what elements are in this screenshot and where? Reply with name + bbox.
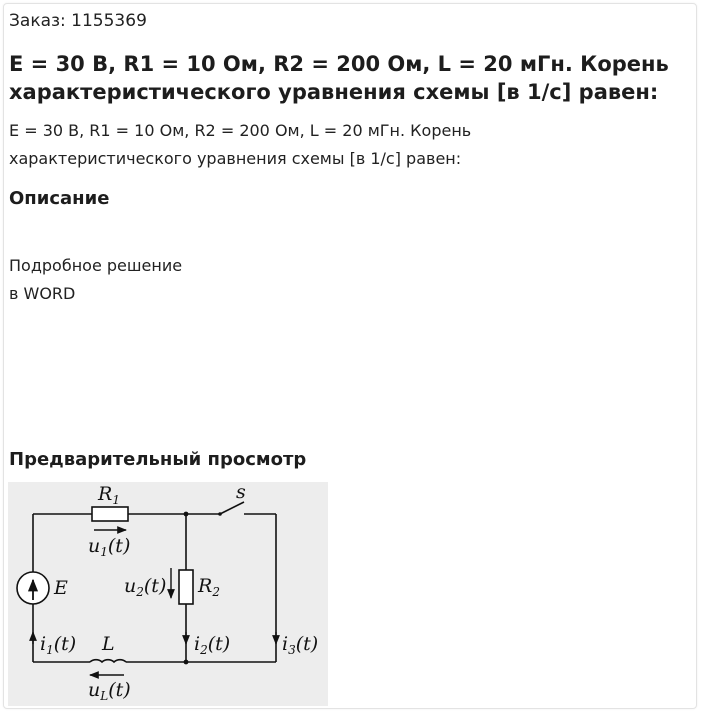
description-heading: Описание (9, 188, 110, 209)
resistor-r1 (92, 507, 128, 521)
circuit-diagram (8, 482, 328, 706)
voltage-source-e (17, 572, 49, 604)
task-text-line-1: E = 30 В, R1 = 10 Ом, R2 = 200 Ом, L = 20 мГн. Корень (9, 121, 472, 140)
label-i2: $i_2(t)$ (194, 633, 231, 657)
label-u2: $u_2(t)$ (124, 575, 167, 599)
task-text-line-2: характеристического уравнения схемы [в 1/с] равен: (9, 149, 462, 168)
junction-bottom (184, 660, 189, 665)
resistor-r2 (179, 570, 193, 604)
task-text (9, 117, 689, 173)
label-i3: $i_3(t)$ (282, 633, 319, 657)
junction-top (184, 512, 189, 517)
description-text (9, 252, 182, 308)
label-ul: $u_L(t)$ (88, 679, 131, 703)
label-u1: $u_1(t)$ (88, 535, 131, 559)
circuit-preview-image[interactable] (8, 482, 328, 706)
description-line-2: в WORD (9, 284, 76, 303)
label-r1: $R_1$ (98, 483, 120, 507)
description-line-1: Подробное решение (9, 256, 183, 275)
label-r2: $R_2$ (198, 575, 220, 599)
label-i1: $i_1(t)$ (40, 633, 77, 657)
switch-s (218, 502, 244, 516)
order-number: Заказ: 1155369 (9, 11, 147, 31)
label-e: E (54, 577, 68, 599)
inductor-l (90, 660, 126, 662)
label-l: L (102, 633, 115, 655)
task-title: E = 30 В, R1 = 10 Ом, R2 = 200 Ом, L = 20 мГн. Корень характеристического уравнения схемы [в 1/с] равен: (9, 52, 669, 104)
label-s: s (236, 482, 246, 503)
preview-heading: Предварительный просмотр (9, 449, 307, 470)
